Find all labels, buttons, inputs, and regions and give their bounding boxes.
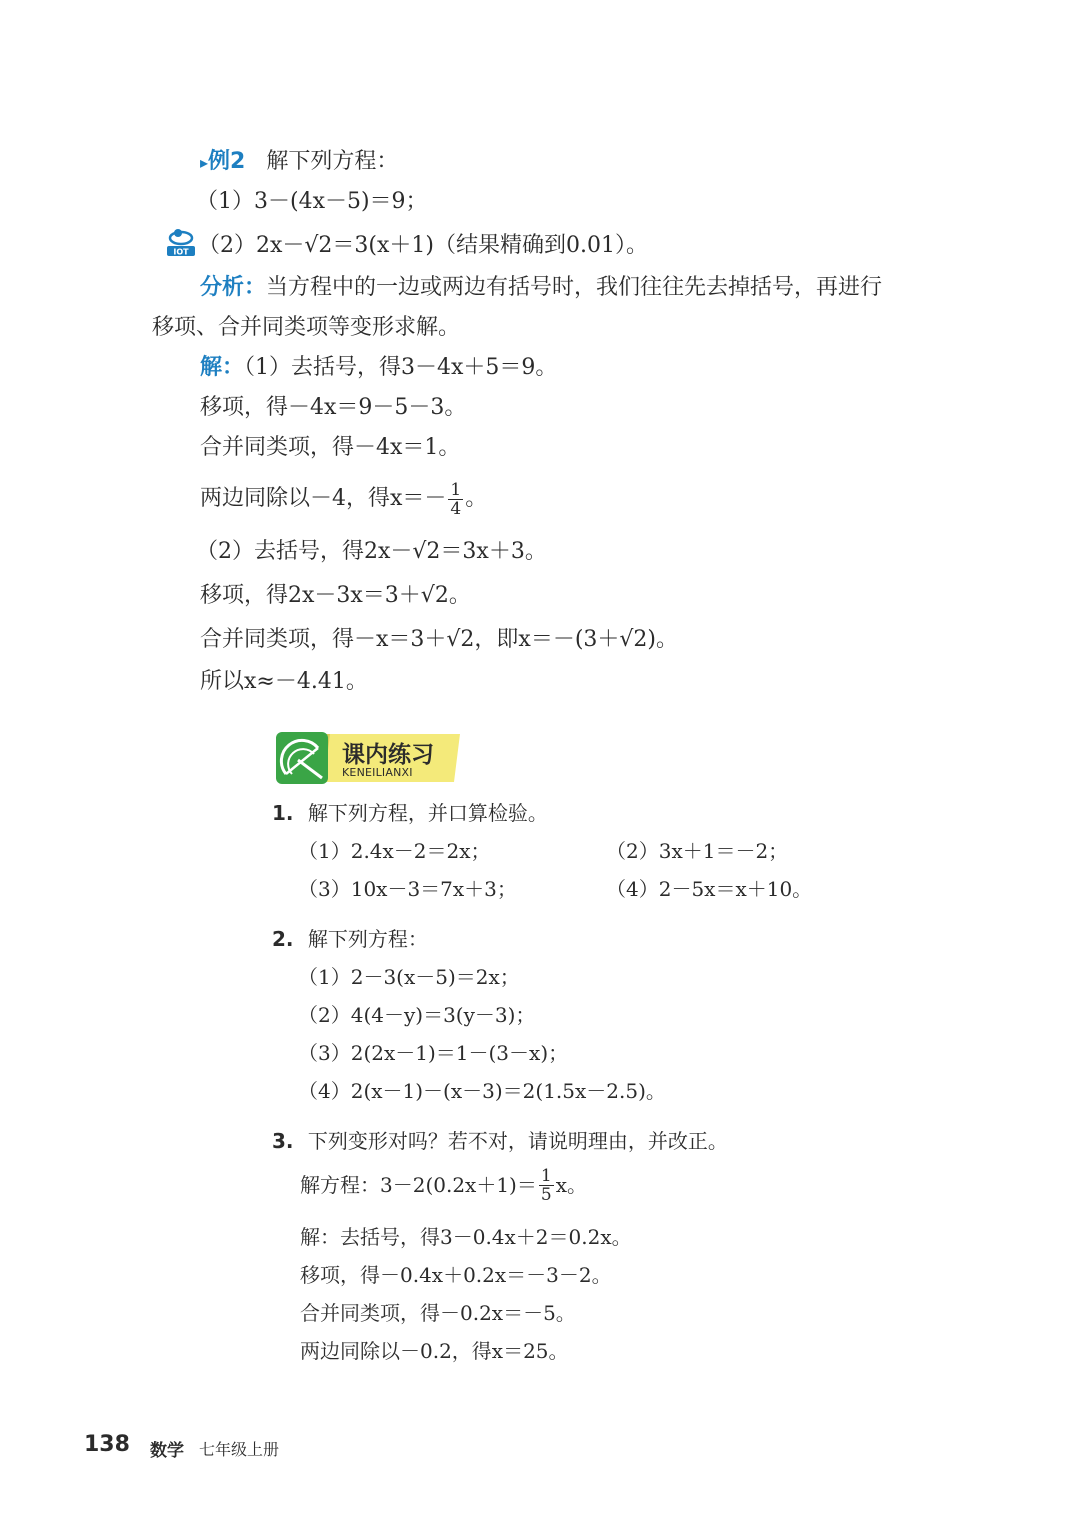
analysis-label: 分析： (200, 275, 267, 300)
protractor-ruler-icon (278, 734, 328, 784)
solution-step-1 (200, 354, 557, 382)
q3-equation-post: x。 (555, 1173, 587, 1197)
solution-step-7: 合并同类项，得－x＝3＋√2，即x＝－(3＋√2)。 (200, 627, 679, 652)
q3-equation (300, 1162, 587, 1208)
solution-text-1: （1）去括号，得3－4x＋5＝9。 (244, 355, 558, 380)
analysis-text-1: 当方程中的一边或两边有括号时，我们往往先去掉括号，再进行 (266, 275, 883, 300)
analysis-line1 (200, 274, 882, 302)
solution-label: 解： (200, 355, 245, 380)
example-eq2: （2）2x－√2＝3(x＋1)（结果精确到0.01）。 (198, 233, 648, 258)
fraction-one-fifth (539, 1167, 554, 1204)
q1-item-4: （4）2－5x＝x＋10。 (606, 877, 813, 901)
footer-book: 七年级上册 (199, 1440, 280, 1459)
q3-line-3: 合并同类项，得－0.2x＝－5。 (300, 1301, 576, 1325)
example-heading (200, 148, 398, 177)
footer-subject: 数学 (150, 1441, 184, 1461)
q1-item-2: （2）3x＋1＝－2； (606, 839, 789, 863)
fraction-denominator: 4 (450, 498, 462, 519)
q2-item-1: （1）2－3(x－5)＝2x； (298, 965, 520, 989)
iot-globe-icon (165, 224, 197, 258)
q3-line-2: 移项，得－0.4x＋0.2x＝－3－2。 (300, 1263, 612, 1287)
fraction-denominator: 5 (540, 1184, 552, 1205)
solution-step-4-pre: 两边同除以－4，得x＝－ (200, 486, 447, 511)
practice-subtitle: KENEILIANXI (342, 766, 413, 779)
q2-item-2: （2）4(4－y)＝3(y－3)； (298, 1003, 536, 1027)
q3-line-1: 解：去括号，得3－0.4x＋2＝0.2x。 (300, 1225, 632, 1249)
example-eq1: （1）3－(4x－5)＝9； (196, 189, 428, 214)
q1-heading (272, 800, 548, 826)
svg-text:IOT: IOT (173, 247, 189, 257)
q2-text: 解下列方程： (307, 927, 428, 951)
q3-number: 3. (272, 1129, 294, 1153)
q1-number: 1. (272, 801, 294, 825)
solution-step-6: 移项，得2x－3x＝3＋√2。 (200, 583, 471, 608)
fraction-one-quarter (448, 481, 463, 518)
q2-item-4: （4）2(x－1)－(x－3)＝2(1.5x－2.5)。 (298, 1079, 666, 1103)
q3-equation-pre: 解方程：3－2(0.2x＋1)＝ (300, 1173, 537, 1197)
practice-banner (272, 730, 462, 786)
example-prompt: 解下列方程： (266, 149, 399, 174)
analysis-line2: 移项、合并同类项等变形求解。 (152, 315, 461, 340)
example-label: 例2 (208, 149, 246, 174)
solution-step-4-post: 。 (465, 486, 488, 511)
solution-step-2: 移项，得－4x＝9－5－3。 (200, 395, 467, 420)
practice-title: 课内练习 (342, 742, 434, 768)
fraction-numerator: 1 (450, 479, 462, 500)
q3-heading (272, 1128, 728, 1154)
solution-step-3: 合并同类项，得－4x＝1。 (200, 435, 461, 460)
q3-text: 下列变形对吗？若不对，请说明理由，并改正。 (307, 1129, 728, 1153)
solution-step-4 (200, 476, 487, 522)
q3-line-4: 两边同除以－0.2，得x＝25。 (300, 1339, 569, 1363)
q2-heading (272, 926, 428, 952)
q1-item-1: （1）2.4x－2＝2x； (298, 839, 491, 863)
example-marker: ▸ (200, 153, 209, 172)
q2-item-3: （3）2(2x－1)＝1－(3－x)； (298, 1041, 569, 1065)
q1-item-3: （3）10x－3＝7x＋3； (298, 877, 517, 901)
q2-number: 2. (272, 927, 294, 951)
solution-step-5: （2）去括号，得2x－√2＝3x＋3。 (196, 539, 547, 564)
page-number: 138 (84, 1432, 130, 1457)
solution-step-8: 所以x≈－4.41。 (200, 669, 368, 694)
fraction-numerator: 1 (540, 1165, 552, 1186)
q1-text: 解下列方程，并口算检验。 (307, 801, 548, 825)
